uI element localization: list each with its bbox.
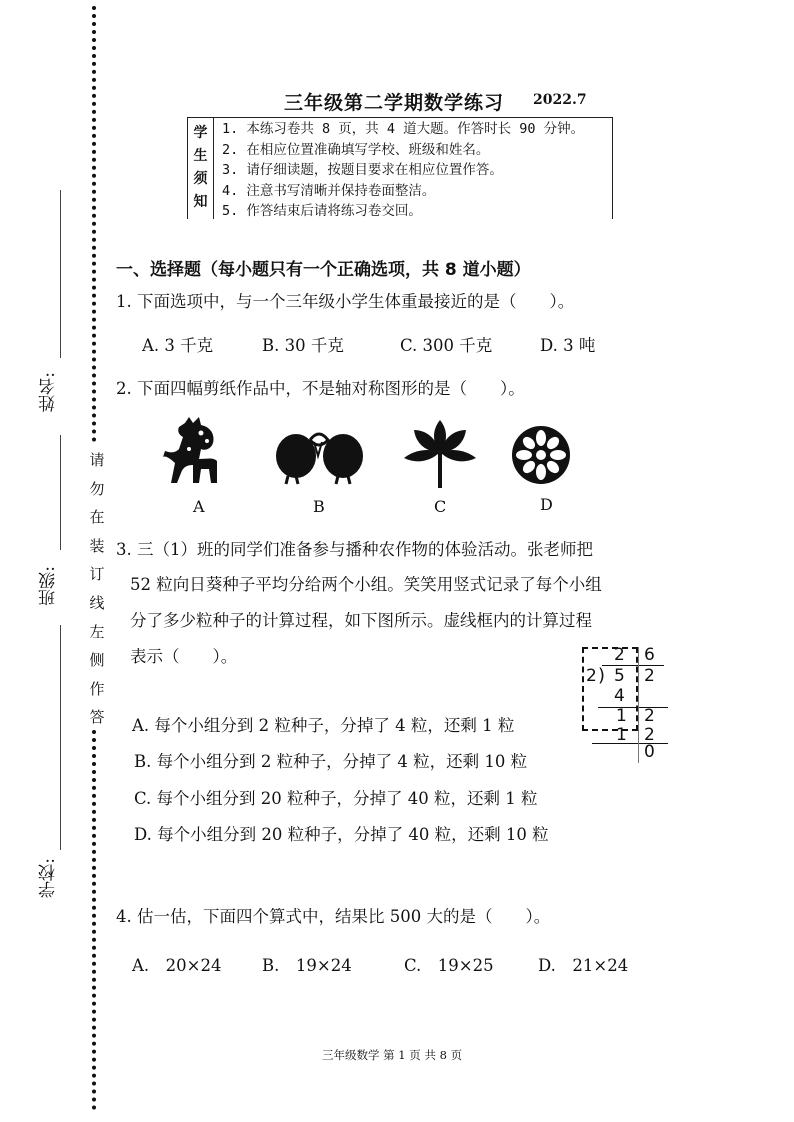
- binding-notice-char: 请: [89, 451, 105, 469]
- dividend-tens: 5: [614, 666, 625, 686]
- page-title: 三年级第二学期数学练习: [284, 92, 505, 114]
- name-line-2: [60, 435, 61, 550]
- class-label: 班级:: [39, 566, 59, 606]
- q3-option-a: A. 每个小组分到 2 粒种子，分掉了 4 粒，还剩 1 粒: [132, 716, 515, 735]
- question-3-line-3: 分了多少粒种子的计算过程，如下图所示。虚线框内的计算过程: [130, 611, 592, 630]
- birds-papercut-figure: [272, 428, 367, 486]
- step-3-ones: 2: [644, 725, 655, 745]
- q4-option-a: A. 20×24: [132, 956, 222, 975]
- q1-option-c: C. 300 千克: [400, 336, 493, 355]
- q1-option-d: D. 3 吨: [540, 336, 596, 355]
- binding-line-top: [92, 6, 96, 442]
- figure-label-d: D: [540, 495, 553, 514]
- page-footer: 三年级数学 第 1 页 共 8 页: [322, 1048, 463, 1062]
- question-3-line-4: 表示（ ）。: [130, 647, 238, 666]
- binding-notice-char: 侧: [89, 651, 105, 670]
- binding-notice-char: 作: [89, 679, 105, 698]
- division-bracket: ): [598, 665, 606, 686]
- question-4: 4. 估一估，下面四个算式中，结果比 500 大的是（ ）。: [116, 907, 551, 926]
- notice-item: 4. 注意书写清晰并保持卷面整洁。: [222, 182, 436, 199]
- question-3-line-2: 52 粒向日葵种子平均分给两个小组。笑笑用竖式记录了每个小组: [130, 575, 602, 594]
- binding-notice-char: 在: [89, 508, 105, 527]
- q1-option-a: A. 3 千克: [142, 336, 214, 355]
- circle-papercut-figure: [510, 424, 572, 486]
- question-2: 2. 下面四幅剪纸作品中，不是轴对称图形的是（ ）。: [116, 379, 525, 398]
- q3-option-c: C. 每个小组分到 20 粒种子，分掉了 40 粒，还剩 1 粒: [134, 789, 538, 808]
- name-label: 姓名:: [39, 372, 59, 412]
- q1-option-b: B. 30 千克: [262, 336, 344, 355]
- notice-item: 2. 在相应位置准确填写学校、班级和姓名。: [222, 141, 490, 158]
- notice-item: 5. 作答结束后请将练习卷交回。: [222, 203, 422, 219]
- student-notice-box: [187, 117, 613, 219]
- flower-papercut-figure: [400, 418, 480, 490]
- quotient-tens: 2: [614, 645, 625, 665]
- q3-option-d: D. 每个小组分到 20 粒种子，分掉了 40 粒，还剩 10 粒: [134, 825, 549, 844]
- binding-notice-char: 左: [89, 622, 105, 641]
- step-1: 4: [614, 686, 625, 706]
- q3-option-b: B. 每个小组分到 2 粒种子，分掉了 4 粒，还剩 10 粒: [134, 752, 528, 771]
- step-line-2: [592, 743, 668, 744]
- binding-notice-char: 线: [89, 593, 105, 612]
- quotient-ones: 6: [644, 645, 655, 665]
- exam-year: 2022.7: [533, 92, 587, 108]
- binding-notice-char: 勿: [89, 479, 105, 498]
- notice-label-text: 学生须知: [193, 125, 208, 210]
- binding-notice-char: 装: [89, 536, 105, 555]
- step-3-tens: 1: [616, 725, 627, 745]
- figure-label-a: A: [193, 497, 205, 516]
- binding-notice-char: 订: [89, 565, 105, 584]
- divisor: 2: [586, 666, 597, 686]
- remainder: 0: [644, 742, 655, 762]
- step-2-tens: 1: [616, 706, 627, 726]
- q4-option-c: C. 19×25: [404, 956, 494, 975]
- binding-line-bottom: [92, 730, 96, 1110]
- dashed-box: [582, 647, 638, 731]
- giraffe-papercut-figure: [155, 415, 235, 490]
- question-1: 1. 下面选项中，与一个三年级小学生体重最接近的是（ ）。: [116, 292, 575, 311]
- question-3-line-1: 3. 三（1）班的同学们准备参与播种农作物的体验活动。张老师把: [116, 540, 593, 559]
- binding-notice: [89, 446, 105, 732]
- class-line: [60, 625, 61, 850]
- long-division-figure: [578, 645, 670, 763]
- q4-option-d: D. 21×24: [538, 956, 629, 975]
- section-title: 一、选择题（每小题只有一个正确选项，共 8 道小题）: [116, 260, 531, 280]
- figure-label-c: C: [434, 497, 447, 516]
- notice-item: 3. 请仔细读题，按题目要求在相应位置作答。: [222, 162, 503, 178]
- vertical-rule: [638, 647, 639, 763]
- step-line-1: [598, 707, 668, 708]
- q4-option-b: B. 19×24: [262, 956, 352, 975]
- step-2-ones: 2: [644, 706, 655, 726]
- figure-label-b: B: [313, 497, 325, 516]
- dividend-ones: 2: [644, 666, 655, 686]
- notice-label: [188, 118, 214, 219]
- binding-notice-char: 答: [89, 708, 105, 727]
- name-line: [60, 190, 61, 358]
- school-label: 学校:: [39, 858, 59, 898]
- notice-item: 1. 本练习卷共 8 页，共 4 道大题。作答时长 90 分钟。: [222, 121, 585, 137]
- notice-list: [222, 119, 584, 222]
